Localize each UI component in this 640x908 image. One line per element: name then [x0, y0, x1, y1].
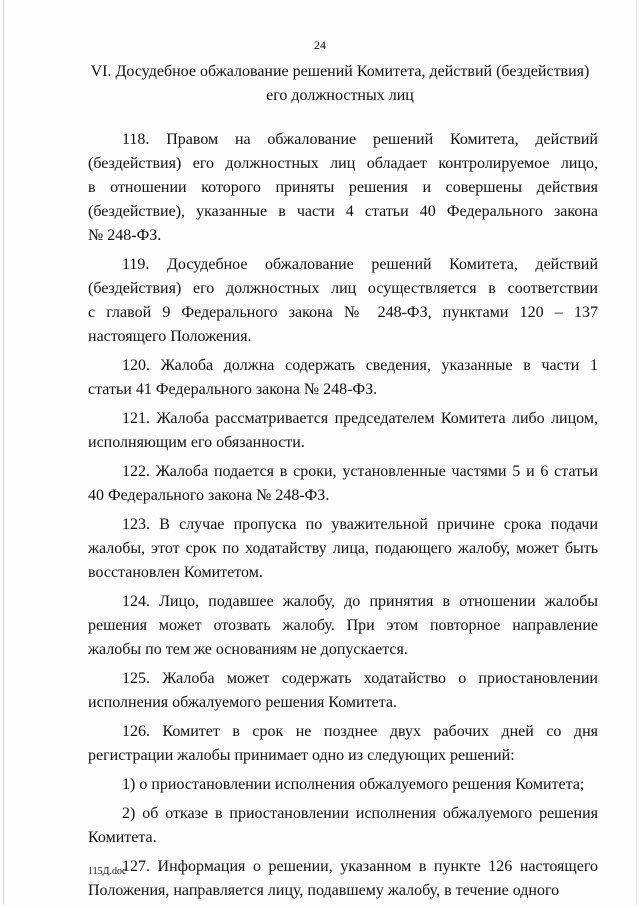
paragraph	[88, 253, 598, 349]
section-heading-line: VI. Досудебное обжалование решений Комитета, действий (бездействия)	[90, 63, 590, 80]
page-edge-right	[636, 0, 637, 905]
paragraph	[88, 720, 598, 768]
paragraph-line: (бездействие), указанные в части 4 статьи 40 Федерального закона	[88, 203, 598, 220]
paragraph-line: № 248-ФЗ.	[88, 227, 162, 244]
paragraph	[88, 513, 598, 585]
paragraph-line: 2) об отказе в приостановлении исполнения обжалуемого решения	[122, 805, 598, 822]
paragraph-line: исполнения обжалуемого решения Комитета.	[88, 694, 397, 711]
paragraph-line: с главой 9 Федерального закона № 248-ФЗ, пунктами 120 – 137	[88, 304, 598, 321]
document-body	[88, 128, 598, 908]
paragraph-line: 126. Комитет в срок не позднее двух рабочих дней со дня	[122, 723, 598, 740]
paragraph-line: 118. Правом на обжалование решений Комитета, действий	[122, 131, 598, 148]
paragraph-line: 124. Лицо, подавшее жалобу, до принятия в отношении жалобы	[122, 593, 598, 610]
paragraph	[88, 773, 598, 797]
paragraph-line: (бездействия) его должностных лиц осуществляется в соответствии	[88, 280, 598, 297]
page-edge-left	[3, 0, 4, 905]
page-number: 24	[314, 38, 326, 52]
paragraph	[88, 590, 598, 662]
paragraph	[88, 667, 598, 715]
paragraph-line: 120. Жалоба должна содержать сведения, указанные в части 1	[122, 357, 598, 374]
paragraph-line: 127. Информация о решении, указанном в пункте 126 настоящего	[122, 858, 598, 875]
paragraph-line: настоящего Положения.	[88, 328, 252, 345]
paragraph	[88, 460, 598, 508]
paragraph-line: статьи 41 Федерального закона № 248-ФЗ.	[88, 381, 378, 398]
paragraph-line: 122. Жалоба подается в сроки, установленные частями 5 и 6 статьи	[122, 463, 598, 480]
paragraph	[88, 855, 598, 903]
paragraph-line: в отношении которого приняты решения и совершены действия	[88, 179, 598, 196]
paragraph-line: 1) о приостановлении исполнения обжалуемого решения Комитета;	[122, 776, 585, 793]
paragraph-line: жалобы, этот срок по ходатайству лица, подающего жалобу, может быть	[88, 540, 598, 557]
section-heading	[80, 60, 600, 108]
paragraph-line: 123. В случае пропуска по уважительной причине срока подачи	[122, 516, 598, 533]
footer-filename: 115Д.doc	[88, 866, 127, 877]
section-heading-line: его должностных лиц	[266, 87, 414, 104]
paragraph-line: 119. Досудебное обжалование решений Комитета, действий	[122, 256, 598, 273]
paragraph-line: решения может отозвать жалобу. При этом повторное направление	[88, 617, 598, 634]
paragraph	[88, 802, 598, 850]
paragraph-line: Положения, направляется лицу, подавшему жалобу, в течение одного	[88, 882, 560, 899]
paragraph-line: жалобы по тем же основаниям не допускается.	[88, 641, 408, 658]
paragraph-line: Комитета.	[88, 829, 157, 846]
paragraph-line: исполняющим его обязанности.	[88, 434, 305, 451]
paragraph-line: восстановлен Комитетом.	[88, 564, 263, 581]
paragraph-line: (бездействия) его должностных лиц обладает контролируемое лицо,	[88, 155, 598, 172]
paragraph-line: регистрации жалобы принимает одно из следующих решений:	[88, 747, 515, 764]
paragraph-line: 40 Федерального закона № 248-ФЗ.	[88, 487, 330, 504]
paragraph	[88, 128, 598, 248]
paragraph-line: 125. Жалоба может содержать ходатайство о приостановлении	[122, 670, 598, 687]
paragraph-line: 121. Жалоба рассматривается председателем Комитета либо лицом,	[122, 410, 598, 427]
paragraph	[88, 354, 598, 402]
paragraph	[88, 407, 598, 455]
